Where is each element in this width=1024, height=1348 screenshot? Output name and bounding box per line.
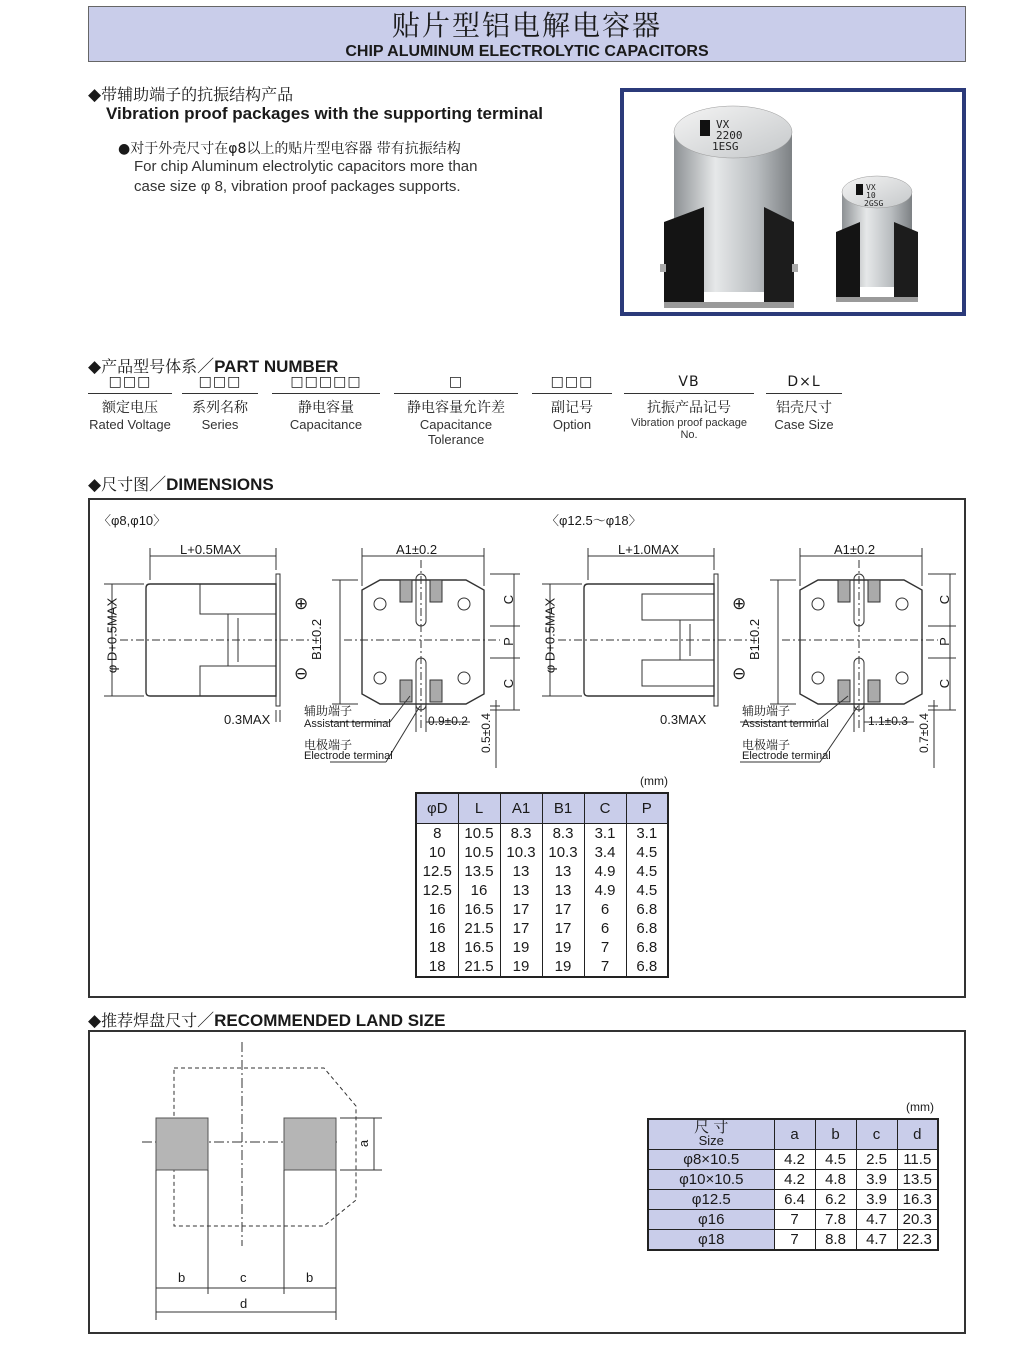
pn-en: Case Size — [774, 417, 834, 432]
table-cell: 12.5 — [416, 862, 458, 881]
table-cell: 20.3 — [897, 1209, 938, 1229]
large-capacitor — [660, 106, 798, 308]
table-row — [416, 919, 668, 938]
land-a-label: a — [356, 1139, 372, 1148]
right-c-top-label: C — [937, 594, 953, 605]
vibration-title-zh: 带辅助端子的抗振结构产品 — [101, 85, 294, 104]
title-zh: 贴片型铝电解电容器 — [391, 9, 662, 42]
left-group-label: 〈φ8,φ10〉 — [98, 513, 167, 528]
diamond-bullet-icon: ◆ — [88, 357, 102, 377]
bullet-en-line-2: case size φ 8, vibration proof packages supports. — [134, 178, 461, 195]
pn-zh: 抗振产品记号 — [647, 400, 731, 416]
plus-icon: ⊕ — [294, 594, 309, 613]
pn-field-option — [532, 374, 612, 432]
table-cell: 4.2 — [774, 1169, 815, 1189]
small-marking-3: 2GSG — [864, 199, 884, 208]
left-p-label: P — [500, 637, 516, 646]
table-cell: 7 — [774, 1229, 815, 1250]
table-cell: 16 — [458, 881, 500, 900]
left-c-bottom-label: C — [501, 678, 517, 689]
right-assist-en: Assistant terminal — [742, 718, 829, 730]
pn-en: Series — [201, 417, 239, 432]
dimensions-title-zh: 尺寸图 — [101, 475, 150, 494]
pn-zh: 副记号 — [551, 400, 593, 416]
left-diameter-label: φ D+0.5MAX — [104, 597, 120, 674]
table-cell: 16 — [416, 900, 458, 919]
table-cell: 8 — [416, 823, 458, 843]
part-number-title-zh: 产品型号体系 — [101, 357, 198, 376]
table-header-row — [416, 793, 668, 823]
left-b1-label: B1±0.2 — [309, 618, 325, 661]
left-assist-en: Assistant terminal — [304, 718, 391, 730]
table-cell: 7.8 — [815, 1209, 856, 1229]
small-capacitor — [836, 176, 918, 302]
left-a1-label: A1±0.2 — [396, 542, 438, 557]
table-cell: 10.5 — [458, 843, 500, 862]
table-cell: 8.3 — [542, 823, 584, 843]
bullet-zh-text: 对于外壳尺寸在φ8以上的贴片型电容器 带有抗振结构 — [130, 141, 461, 157]
pn-code: □□□□□ — [272, 374, 380, 394]
table-cell: 16 — [416, 919, 458, 938]
left-length-label: L+0.5MAX — [180, 542, 242, 557]
pn-zh: 静电容量 — [298, 400, 354, 416]
pn-en: Option — [552, 417, 592, 432]
table-cell: 10 — [416, 843, 458, 862]
left-electrode-zh: 电极端子 — [304, 738, 353, 752]
land-c-label: c — [240, 1270, 247, 1285]
land-b-right-label: b — [306, 1270, 314, 1285]
table-cell: φ8×10.5 — [648, 1149, 774, 1169]
round-bullet-icon: ● — [118, 141, 131, 157]
table-cell: 6.2 — [815, 1189, 856, 1209]
table-cell: φ16 — [648, 1209, 774, 1229]
size-column-header — [648, 1119, 774, 1149]
table-cell: 13 — [542, 881, 584, 900]
pn-field-tolerance — [394, 374, 518, 447]
right-length-label: L+1.0MAX — [618, 542, 680, 557]
table-cell: 17 — [500, 900, 542, 919]
table-cell: 4.2 — [774, 1149, 815, 1169]
land-size-table — [647, 1118, 939, 1251]
land-d-label: d — [240, 1296, 248, 1311]
table-cell: 3.1 — [626, 823, 668, 843]
land-size-title: ◆推荐焊盘尺寸／RECOMMENDED LAND SIZE — [88, 1011, 446, 1031]
minus-icon: ⊖ — [732, 664, 747, 683]
size-header-en: Size — [698, 1133, 724, 1149]
pn-zh: 铝壳尺寸 — [776, 400, 832, 416]
vibration-title-en: Vibration proof packages with the supporting terminal — [106, 104, 544, 123]
table-cell: 18 — [416, 957, 458, 977]
table-cell: 4.5 — [626, 843, 668, 862]
left-assist-zh: 辅助端子 — [304, 704, 353, 718]
table-cell: 13.5 — [458, 862, 500, 881]
table-cell: 6.8 — [626, 900, 668, 919]
table-cell: φ18 — [648, 1229, 774, 1250]
table-cell: 3.4 — [584, 843, 626, 862]
table-cell: 6 — [584, 900, 626, 919]
column-header: A1 — [500, 793, 542, 823]
table-cell: 10.5 — [458, 823, 500, 843]
right-p-label: P — [936, 637, 952, 646]
column-header: C — [584, 793, 626, 823]
table-cell: 16.5 — [458, 900, 500, 919]
small-marking-2: 10 — [866, 191, 876, 200]
right-assist-zh: 辅助端子 — [742, 704, 791, 718]
land-title-zh: 推荐焊盘尺寸 — [101, 1011, 198, 1030]
table-cell: 19 — [542, 938, 584, 957]
right-terminal-width-label: 1.1±0.3 — [868, 714, 908, 728]
pn-zh: 额定电压 — [102, 400, 158, 416]
pn-field-capacitance — [272, 374, 380, 432]
table-cell: 17 — [542, 919, 584, 938]
table-cell: 4.8 — [815, 1169, 856, 1189]
pn-code: D×L — [766, 374, 842, 394]
dimensions-table — [415, 792, 669, 978]
large-marking-2: 2200 — [716, 129, 743, 142]
table-cell: 16.3 — [897, 1189, 938, 1209]
table-cell: 13 — [500, 881, 542, 900]
right-max-label: 0.3MAX — [660, 712, 707, 727]
table-cell: 12.5 — [416, 881, 458, 900]
pn-field-voltage — [88, 374, 172, 432]
left-electrode-en: Electrode terminal — [304, 750, 393, 762]
table-cell: 3.9 — [856, 1169, 897, 1189]
right-terminal-height-label: 0.7±0.4 — [916, 713, 931, 753]
pn-en: Vibration proof package No. — [631, 417, 747, 441]
capacitor-illustration — [624, 92, 962, 312]
diamond-bullet-icon: ◆ — [88, 475, 102, 495]
land-b-left-label: b — [178, 1270, 186, 1285]
column-header: a — [774, 1119, 815, 1149]
table-row — [416, 862, 668, 881]
table-cell: 6.8 — [626, 938, 668, 957]
pn-en: Capacitance Tolerance — [419, 417, 493, 447]
land-title-en: RECOMMENDED LAND SIZE — [214, 1011, 446, 1030]
column-header: L — [458, 793, 500, 823]
right-electrode-en: Electrode terminal — [742, 750, 831, 762]
small-marking-1: VX — [866, 183, 876, 192]
table-cell: 10.3 — [500, 843, 542, 862]
dimensions-title-en: DIMENSIONS — [166, 475, 274, 494]
product-photo — [620, 88, 966, 316]
right-diameter-label: φ D+0.5MAX — [542, 597, 558, 674]
pn-code: □ — [394, 374, 518, 394]
table-cell: 4.5 — [626, 881, 668, 900]
bullet-en-line-1: For chip Aluminum electrolytic capacitors more than — [134, 158, 478, 175]
vibration-title — [88, 82, 293, 105]
table-cell: 3.9 — [856, 1189, 897, 1209]
table-cell: 10.3 — [542, 843, 584, 862]
column-header: φD — [416, 793, 458, 823]
right-a1-label: A1±0.2 — [834, 542, 876, 557]
part-number-title: ◆产品型号体系／PART NUMBER — [88, 357, 339, 377]
table-row — [416, 900, 668, 919]
pn-field-vibration — [624, 374, 754, 441]
part-number-title-en: PART NUMBER — [214, 357, 339, 376]
column-header: b — [815, 1119, 856, 1149]
table-cell: 7 — [774, 1209, 815, 1229]
left-max-label: 0.3MAX — [224, 712, 271, 727]
table-cell: 6.8 — [626, 957, 668, 977]
table-cell: 19 — [542, 957, 584, 977]
table-cell: 13 — [500, 862, 542, 881]
pn-en: Capacitance — [289, 417, 363, 432]
table-row — [648, 1189, 938, 1209]
vibration-bullet-zh — [118, 138, 461, 158]
left-c-top-label: C — [501, 594, 517, 605]
table-cell: 13.5 — [897, 1169, 938, 1189]
table-cell: 6 — [584, 919, 626, 938]
table-cell: 4.9 — [584, 862, 626, 881]
table-header-row — [648, 1119, 938, 1149]
right-b1-label: B1±0.2 — [747, 618, 763, 661]
table-cell: 4.5 — [815, 1149, 856, 1169]
page-header — [88, 6, 966, 62]
table-cell: 19 — [500, 938, 542, 957]
table-cell: 17 — [542, 900, 584, 919]
vibration-bullet-en — [134, 157, 477, 197]
table-cell: 8.3 — [500, 823, 542, 843]
table-cell: 6.4 — [774, 1189, 815, 1209]
table-cell: 4.9 — [584, 881, 626, 900]
table-row — [416, 823, 668, 843]
left-terminal-width-label: 0.9±0.2 — [428, 714, 468, 728]
right-electrode-zh: 电极端子 — [742, 738, 791, 752]
pn-code: □□□ — [182, 374, 258, 394]
table-cell: 7 — [584, 957, 626, 977]
table-row — [416, 957, 668, 977]
column-header: d — [897, 1119, 938, 1149]
table-cell: 3.1 — [584, 823, 626, 843]
table-cell: φ12.5 — [648, 1189, 774, 1209]
table-cell: 22.3 — [897, 1229, 938, 1250]
pn-field-series — [182, 374, 258, 432]
plus-icon: ⊕ — [732, 594, 747, 613]
table-row — [648, 1229, 938, 1250]
table-cell: 7 — [584, 938, 626, 957]
table-row — [648, 1169, 938, 1189]
table-row — [648, 1149, 938, 1169]
left-terminal-height-label: 0.5±0.4 — [478, 713, 493, 753]
table-cell: 19 — [500, 957, 542, 977]
dimensions-title: ◆尺寸图／DIMENSIONS — [88, 475, 274, 495]
table-cell: 13 — [542, 862, 584, 881]
table-cell: 6.8 — [626, 919, 668, 938]
table-cell: 11.5 — [897, 1149, 938, 1169]
table-cell: 4.5 — [626, 862, 668, 881]
title-en: CHIP ALUMINUM ELECTROLYTIC CAPACITORS — [345, 43, 709, 60]
size-header-zh: 尺 寸 — [694, 1119, 729, 1137]
pn-code: VB — [624, 374, 754, 394]
table-cell: 16.5 — [458, 938, 500, 957]
table-cell: 8.8 — [815, 1229, 856, 1250]
right-c-bottom-label: C — [937, 678, 953, 689]
minus-icon: ⊖ — [294, 664, 309, 683]
table-cell: 21.5 — [458, 957, 500, 977]
column-header: B1 — [542, 793, 584, 823]
right-group-label: 〈φ12.5～φ18〉 — [546, 513, 642, 528]
table-cell: 2.5 — [856, 1149, 897, 1169]
dimensions-unit: (mm) — [640, 774, 668, 788]
pn-zh: 静电容量允许差 — [407, 400, 505, 416]
table-cell: 17 — [500, 919, 542, 938]
column-header: P — [626, 793, 668, 823]
table-cell: 18 — [416, 938, 458, 957]
table-cell: 21.5 — [458, 919, 500, 938]
table-cell: φ10×10.5 — [648, 1169, 774, 1189]
pn-zh: 系列名称 — [192, 400, 248, 416]
pn-code: □□□ — [88, 374, 172, 394]
diamond-bullet-icon: ◆ — [88, 85, 102, 105]
table-row — [416, 881, 668, 900]
diamond-bullet-icon: ◆ — [88, 1011, 102, 1031]
pn-field-case-size — [766, 374, 842, 432]
pn-code: □□□ — [532, 374, 612, 394]
table-cell: 4.7 — [856, 1229, 897, 1250]
table-cell: 4.7 — [856, 1209, 897, 1229]
table-row — [416, 843, 668, 862]
column-header: c — [856, 1119, 897, 1149]
large-marking-3: 1ESG — [712, 140, 739, 153]
table-row — [416, 938, 668, 957]
table-row — [648, 1209, 938, 1229]
large-marking-1: VX — [716, 118, 730, 131]
pn-en: Rated Voltage — [89, 417, 171, 432]
land-unit: (mm) — [906, 1100, 934, 1114]
